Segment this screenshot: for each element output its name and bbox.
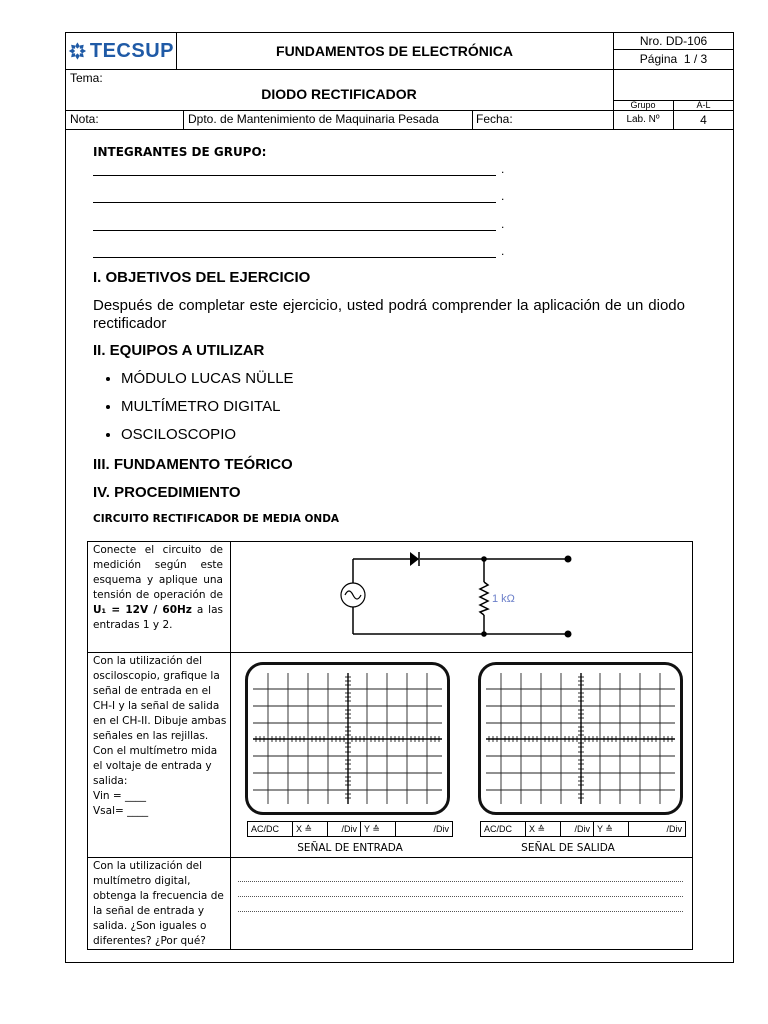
acdc-label[interactable]: AC/DC [481,822,526,836]
scope-controls-output [480,821,686,837]
row1-formula: U₁ = 12V / 60Hz [93,604,192,616]
node-junction-top [481,556,487,562]
output-terminal-bottom [565,631,572,638]
acdc-label[interactable]: AC/DC [248,822,293,836]
answer-line-2[interactable] [238,896,683,897]
equipment-list [93,370,294,453]
scope-grid-input [248,665,447,812]
member-line-dot-1: . [501,162,505,176]
y-scale-label[interactable]: Y ≙ [361,822,396,836]
logo-text: TECSUP [89,39,174,62]
header-rule-1 [65,69,734,70]
row3-instructions: Con la utilización del multímetro digital, obtenga la frecuencia de la señal de entrada y salida. ¿Son iguales o diferentes? ¿Por qué? [93,860,224,947]
x-div-label: /Div [561,822,594,836]
y-scale-label[interactable]: Y ≙ [594,822,629,836]
node-junction-bottom [481,631,487,637]
equipment-title: II. EQUIPOS A UTILIZAR [93,342,265,359]
grupo-label: Grupo [630,100,656,110]
oscilloscope-screen-output[interactable] [478,662,683,815]
tecsup-logo [68,36,174,66]
header-divider-nota [183,110,184,129]
scope2-caption: SEÑAL DE SALIDA [521,842,615,854]
doc-number: Nro. DD-106 [639,33,708,48]
department: Dpto. de Mantenimiento de Maquinaria Pesada [188,112,439,126]
scope-grid-output [481,665,680,812]
course-title: FUNDAMENTOS DE ELECTRÓNICA [276,42,513,59]
y-div-label: /Div [433,824,449,834]
table-row-divider-1 [87,652,693,653]
x-scale-label[interactable]: X ≙ [293,822,328,836]
header-rule-3 [65,129,734,130]
table-col-divider [230,541,231,950]
topic-title: DIODO RECTIFICADOR [261,86,417,102]
procedure-title: IV. PROCEDIMIENTO [93,484,241,501]
header-divider-fecha [472,110,473,129]
row1-instructions [93,543,223,633]
fecha-label: Fecha: [476,112,513,126]
answer-line-1[interactable] [238,881,683,882]
tema-label: Tema: [70,71,103,85]
y-div-label: /Div [666,824,682,834]
output-terminal-top [565,556,572,563]
grupo-value: A-L [696,100,711,110]
member-line-1[interactable] [93,175,496,176]
x-div-label: /Div [328,822,361,836]
vsal-field[interactable]: Vsal= ____ [93,805,149,817]
equipment-item: • MÓDULO LUCAS NÜLLE [121,370,294,387]
objectives-text: Después de completar este ejercicio, usted podrá comprender la aplicación de un diodo rectificador [93,297,685,332]
scope-controls-input [247,821,453,837]
equipment-item: • OSCILOSCOPIO [121,426,294,443]
answer-line-3[interactable] [238,911,683,912]
row2-instructions [93,654,228,819]
member-line-2[interactable] [93,202,496,203]
page-indicator [613,49,734,69]
row2-text: Con la utilización del osciloscopio, grafique la señal de entrada en el CH-I y la señal de salida en el CH-II. Dibuje ambas señales en las rejillas. [93,655,227,742]
member-line-dot-4: . [501,244,505,258]
lab-value: 4 [700,112,707,127]
page-label: Página [639,52,678,66]
lab-label: Lab. Nº [626,114,660,125]
member-line-dot-3: . [501,217,505,231]
objectives-title: I. OBJETIVOS DEL EJERCICIO [93,269,311,286]
theory-title: III. FUNDAMENTO TEÓRICO [93,456,293,473]
member-line-4[interactable] [93,257,496,258]
row2-text2: Con el multímetro mida el voltaje de entrada y salida: [93,745,218,787]
x-scale-label[interactable]: X ≙ [526,822,561,836]
circuit-title: CIRCUITO RECTIFICADOR DE MEDIA ONDA [93,513,340,525]
scope1-caption: SEÑAL DE ENTRADA [297,842,403,854]
row1-text-a: Conecte el circuito de medición según este esquema y aplique una tensión de operación de [93,544,223,601]
page-value: 1 / 3 [683,52,708,66]
vin-field[interactable]: Vin = ____ [93,790,146,802]
resistor-label: 1 kΩ [492,593,515,605]
table-row-divider-2 [87,857,693,858]
diode-symbol [410,552,419,566]
tecsup-logo-icon [68,39,87,63]
member-line-dot-2: . [501,189,505,203]
oscilloscope-screen-input[interactable] [245,662,450,815]
row1-text-b: a las entradas 1 y 2. [93,604,223,631]
nota-label: Nota: [70,112,99,126]
circuit-schematic [330,548,580,643]
equipment-item: • MULTÍMETRO DIGITAL [121,398,294,415]
member-line-3[interactable] [93,230,496,231]
group-heading: INTEGRANTES DE GRUPO: [93,145,267,159]
